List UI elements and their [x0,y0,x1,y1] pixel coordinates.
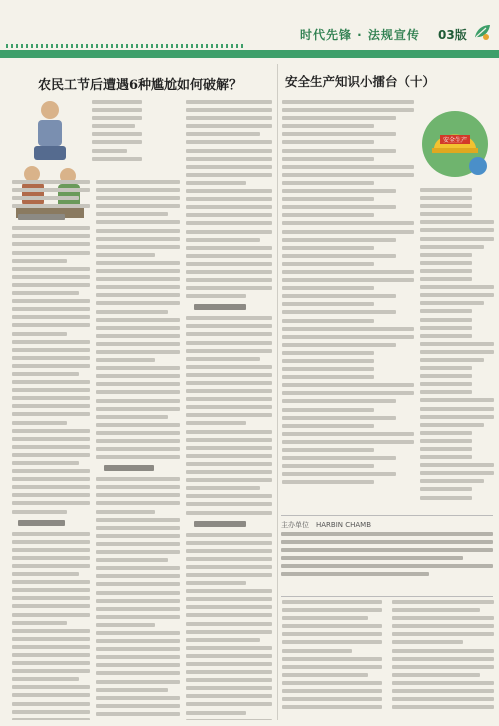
page-number: 03版 [438,28,467,42]
section-title: 时代先锋 · 法规宣传 [300,28,420,42]
safety-badge-illustration [420,108,490,180]
column-divider [277,64,278,720]
header-green-bar [0,50,499,58]
left-intro-paragraph [92,100,142,176]
left-column-3-text [186,100,272,720]
quiz-questions-column-1 [282,100,414,510]
header-dot-rule [6,44,246,48]
sponsor-notice-box [281,515,493,597]
left-article-title: 农民工节后遭遇6种尴尬如何破解？ [38,78,243,93]
left-column-2-text [96,180,180,720]
leaf-logo-icon [472,22,492,42]
badge-text: 安全生产 [442,137,468,144]
page-header [0,0,499,58]
left-column-1-text [12,180,90,720]
right-bottom-column-2 [392,600,494,720]
right-article-title: 安全生产知识小擂台（十） [285,74,436,89]
notice-text [281,532,493,592]
right-bottom-column-1 [282,600,382,720]
notice-heading: 主办单位 HARBIN CHAMB [281,521,372,529]
quiz-questions-column-2 [420,188,494,510]
